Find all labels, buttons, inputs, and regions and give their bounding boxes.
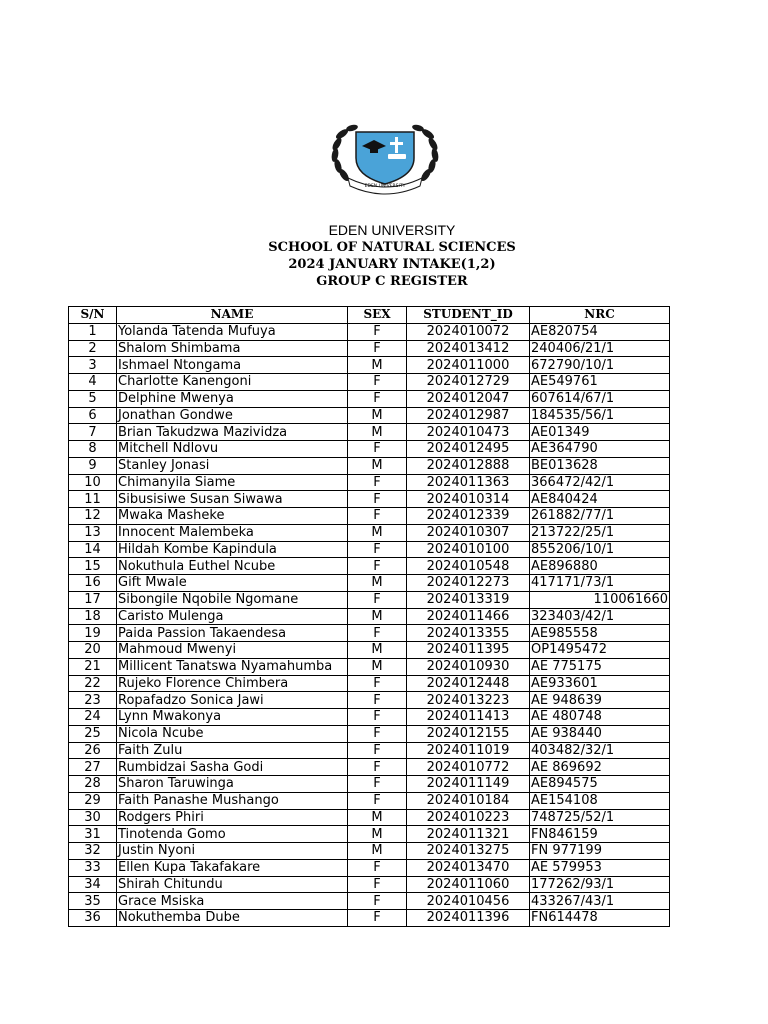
university-logo bbox=[330, 118, 440, 196]
cell-name: Mitchell Ndlovu bbox=[117, 441, 348, 458]
cell-nrc: 403482/32/1 bbox=[530, 742, 670, 759]
table-row bbox=[69, 625, 670, 642]
cell-nrc: AE 938440 bbox=[530, 725, 670, 742]
cell-name: Rujeko Florence Chimbera bbox=[117, 675, 348, 692]
table-row bbox=[69, 340, 670, 357]
cell-sex: F bbox=[348, 725, 407, 742]
cell-name: Rodgers Phiri bbox=[117, 809, 348, 826]
table-row bbox=[69, 859, 670, 876]
cell-name: Faith Zulu bbox=[117, 742, 348, 759]
cell-student-id: 2024010473 bbox=[407, 424, 530, 441]
cell-student-id: 2024011000 bbox=[407, 357, 530, 374]
cell-student-id: 2024011396 bbox=[407, 910, 530, 927]
cell-sn: 32 bbox=[69, 843, 117, 860]
col-header-name: NAME bbox=[117, 307, 348, 324]
table-row bbox=[69, 374, 670, 391]
cell-nrc: 184535/56/1 bbox=[530, 407, 670, 424]
cell-name: Faith Panashe Mushango bbox=[117, 792, 348, 809]
cell-sex: M bbox=[348, 457, 407, 474]
table-row bbox=[69, 441, 670, 458]
table-row bbox=[69, 725, 670, 742]
cell-name: Lynn Mwakonya bbox=[117, 709, 348, 726]
cell-name: Mwaka Masheke bbox=[117, 508, 348, 525]
cell-student-id: 2024013355 bbox=[407, 625, 530, 642]
cell-student-id: 2024013412 bbox=[407, 340, 530, 357]
cell-name: Gift Mwale bbox=[117, 575, 348, 592]
cell-nrc: BE013628 bbox=[530, 457, 670, 474]
table-row bbox=[69, 407, 670, 424]
register-table bbox=[68, 306, 670, 927]
cell-nrc: AE 480748 bbox=[530, 709, 670, 726]
cell-student-id: 2024010930 bbox=[407, 658, 530, 675]
cell-student-id: 2024010184 bbox=[407, 792, 530, 809]
col-header-student-id: STUDENT_ID bbox=[407, 307, 530, 324]
cell-name: Innocent Malembeka bbox=[117, 524, 348, 541]
cell-sn: 1 bbox=[69, 323, 117, 340]
cell-sex: F bbox=[348, 474, 407, 491]
table-row bbox=[69, 508, 670, 525]
wreath-left bbox=[331, 124, 359, 183]
cell-student-id: 2024012047 bbox=[407, 390, 530, 407]
cell-name: Stanley Jonasi bbox=[117, 457, 348, 474]
cell-sn: 35 bbox=[69, 893, 117, 910]
table-row bbox=[69, 541, 670, 558]
cell-sex: F bbox=[348, 625, 407, 642]
cell-nrc: AE985558 bbox=[530, 625, 670, 642]
cell-nrc: AE 869692 bbox=[530, 759, 670, 776]
cell-name: Tinotenda Gomo bbox=[117, 826, 348, 843]
cell-name: Shirah Chitundu bbox=[117, 876, 348, 893]
table-row bbox=[69, 742, 670, 759]
cell-name: Delphine Mwenya bbox=[117, 390, 348, 407]
cell-student-id: 2024012888 bbox=[407, 457, 530, 474]
cell-sex: F bbox=[348, 692, 407, 709]
cell-sex: F bbox=[348, 323, 407, 340]
cell-sn: 3 bbox=[69, 357, 117, 374]
cell-student-id: 2024011149 bbox=[407, 776, 530, 793]
table-row bbox=[69, 692, 670, 709]
cell-sn: 14 bbox=[69, 541, 117, 558]
cell-sex: F bbox=[348, 508, 407, 525]
cell-student-id: 2024010100 bbox=[407, 541, 530, 558]
cell-sn: 36 bbox=[69, 910, 117, 927]
cell-student-id: 2024012495 bbox=[407, 441, 530, 458]
cell-sn: 5 bbox=[69, 390, 117, 407]
table-row bbox=[69, 608, 670, 625]
cell-nrc: AE933601 bbox=[530, 675, 670, 692]
table-row bbox=[69, 792, 670, 809]
cell-student-id: 2024011321 bbox=[407, 826, 530, 843]
register-title: GROUP C REGISTER bbox=[316, 274, 468, 289]
cell-name: Sibusisiwe Susan Siwawa bbox=[117, 491, 348, 508]
university-name: EDEN UNIVERSITY bbox=[328, 222, 456, 238]
table-row bbox=[69, 843, 670, 860]
cell-nrc: FN 977199 bbox=[530, 843, 670, 860]
cell-student-id: 2024010456 bbox=[407, 893, 530, 910]
cell-nrc: AE 775175 bbox=[530, 658, 670, 675]
cell-nrc: AE820754 bbox=[530, 323, 670, 340]
cell-sn: 20 bbox=[69, 642, 117, 659]
cell-nrc: 240406/21/1 bbox=[530, 340, 670, 357]
table-row bbox=[69, 390, 670, 407]
table-row bbox=[69, 474, 670, 491]
cell-nrc: 433267/43/1 bbox=[530, 893, 670, 910]
cell-student-id: 2024012339 bbox=[407, 508, 530, 525]
cell-nrc: AE894575 bbox=[530, 776, 670, 793]
cell-sn: 18 bbox=[69, 608, 117, 625]
cell-name: Nokuthemba Dube bbox=[117, 910, 348, 927]
cell-sex: F bbox=[348, 541, 407, 558]
cell-sn: 15 bbox=[69, 558, 117, 575]
cell-student-id: 2024013223 bbox=[407, 692, 530, 709]
cell-sex: F bbox=[348, 558, 407, 575]
cell-nrc: AE01349 bbox=[530, 424, 670, 441]
cell-name: Grace Msiska bbox=[117, 893, 348, 910]
table-row bbox=[69, 575, 670, 592]
cell-nrc: AE154108 bbox=[530, 792, 670, 809]
cell-sn: 7 bbox=[69, 424, 117, 441]
cell-sn: 10 bbox=[69, 474, 117, 491]
cell-sex: M bbox=[348, 424, 407, 441]
table-row bbox=[69, 893, 670, 910]
cell-name: Chimanyila Siame bbox=[117, 474, 348, 491]
cell-sex: F bbox=[348, 776, 407, 793]
cell-student-id: 2024010548 bbox=[407, 558, 530, 575]
cell-student-id: 2024010314 bbox=[407, 491, 530, 508]
cell-sex: F bbox=[348, 441, 407, 458]
cell-sn: 24 bbox=[69, 709, 117, 726]
cell-name: Justin Nyoni bbox=[117, 843, 348, 860]
table-row bbox=[69, 759, 670, 776]
cell-student-id: 2024011466 bbox=[407, 608, 530, 625]
cell-name: Shalom Shimbama bbox=[117, 340, 348, 357]
table-row bbox=[69, 709, 670, 726]
cell-sex: M bbox=[348, 843, 407, 860]
cell-sn: 9 bbox=[69, 457, 117, 474]
table-row bbox=[69, 876, 670, 893]
cell-name: Ellen Kupa Takafakare bbox=[117, 859, 348, 876]
cell-nrc: FN846159 bbox=[530, 826, 670, 843]
cell-name: Rumbidzai Sasha Godi bbox=[117, 759, 348, 776]
cell-name: Jonathan Gondwe bbox=[117, 407, 348, 424]
cell-nrc: 177262/93/1 bbox=[530, 876, 670, 893]
table-row bbox=[69, 826, 670, 843]
cell-sn: 33 bbox=[69, 859, 117, 876]
cell-name: Hildah Kombe Kapindula bbox=[117, 541, 348, 558]
cell-nrc: 213722/25/1 bbox=[530, 524, 670, 541]
cell-sex: F bbox=[348, 792, 407, 809]
table-row bbox=[69, 457, 670, 474]
cell-sn: 34 bbox=[69, 876, 117, 893]
cell-sn: 30 bbox=[69, 809, 117, 826]
cell-nrc: 417171/73/1 bbox=[530, 575, 670, 592]
cell-nrc: 607614/67/1 bbox=[530, 390, 670, 407]
cell-nrc: AE364790 bbox=[530, 441, 670, 458]
table-row bbox=[69, 591, 670, 608]
cell-sn: 16 bbox=[69, 575, 117, 592]
cell-nrc: AE840424 bbox=[530, 491, 670, 508]
header-row bbox=[69, 307, 670, 324]
cell-sn: 25 bbox=[69, 725, 117, 742]
cell-sn: 4 bbox=[69, 374, 117, 391]
cell-student-id: 2024012987 bbox=[407, 407, 530, 424]
cell-student-id: 2024010072 bbox=[407, 323, 530, 340]
cell-sex: M bbox=[348, 575, 407, 592]
cell-student-id: 2024011019 bbox=[407, 742, 530, 759]
cell-sex: F bbox=[348, 675, 407, 692]
cell-student-id: 2024013275 bbox=[407, 843, 530, 860]
cell-student-id: 2024011060 bbox=[407, 876, 530, 893]
cell-sex: M bbox=[348, 642, 407, 659]
cell-name: Caristo Mulenga bbox=[117, 608, 348, 625]
cell-sex: F bbox=[348, 742, 407, 759]
cell-nrc: 855206/10/1 bbox=[530, 541, 670, 558]
cell-sn: 6 bbox=[69, 407, 117, 424]
cell-nrc: 748725/52/1 bbox=[530, 809, 670, 826]
cell-nrc: AE896880 bbox=[530, 558, 670, 575]
cell-sex: M bbox=[348, 608, 407, 625]
cell-nrc: 110061660 bbox=[530, 591, 670, 608]
cell-sn: 23 bbox=[69, 692, 117, 709]
cell-student-id: 2024010223 bbox=[407, 809, 530, 826]
cell-sn: 12 bbox=[69, 508, 117, 525]
cell-student-id: 2024010772 bbox=[407, 759, 530, 776]
cell-sex: M bbox=[348, 524, 407, 541]
cell-nrc: AE549761 bbox=[530, 374, 670, 391]
cell-sex: M bbox=[348, 407, 407, 424]
cell-sex: M bbox=[348, 809, 407, 826]
cell-name: Paida Passion Takaendesa bbox=[117, 625, 348, 642]
cell-name: Nokuthula Euthel Ncube bbox=[117, 558, 348, 575]
cell-sex: F bbox=[348, 876, 407, 893]
cell-student-id: 2024010307 bbox=[407, 524, 530, 541]
cell-sex: F bbox=[348, 910, 407, 927]
cell-sn: 28 bbox=[69, 776, 117, 793]
intake-title: 2024 JANUARY INTAKE(1,2) bbox=[288, 257, 496, 272]
table-row bbox=[69, 675, 670, 692]
cell-sn: 22 bbox=[69, 675, 117, 692]
cell-student-id: 2024012729 bbox=[407, 374, 530, 391]
table-row bbox=[69, 491, 670, 508]
cell-name: Sibongile Nqobile Ngomane bbox=[117, 591, 348, 608]
cell-sex: M bbox=[348, 826, 407, 843]
cell-sex: F bbox=[348, 390, 407, 407]
cell-sex: F bbox=[348, 709, 407, 726]
cell-nrc: OP1495472 bbox=[530, 642, 670, 659]
cell-name: Brian Takudzwa Mazividza bbox=[117, 424, 348, 441]
cell-name: Ishmael Ntongama bbox=[117, 357, 348, 374]
table-row bbox=[69, 323, 670, 340]
cell-sn: 13 bbox=[69, 524, 117, 541]
table-row bbox=[69, 658, 670, 675]
cell-nrc: 672790/10/1 bbox=[530, 357, 670, 374]
cell-sn: 31 bbox=[69, 826, 117, 843]
cell-student-id: 2024011395 bbox=[407, 642, 530, 659]
cell-sn: 17 bbox=[69, 591, 117, 608]
col-header-nrc: NRC bbox=[530, 307, 670, 324]
cell-sn: 27 bbox=[69, 759, 117, 776]
logo-banner-text: EDEN UNIVERSITY bbox=[364, 184, 406, 189]
cell-student-id: 2024011363 bbox=[407, 474, 530, 491]
cell-name: Nicola Ncube bbox=[117, 725, 348, 742]
cell-sex: F bbox=[348, 859, 407, 876]
cell-student-id: 2024013319 bbox=[407, 591, 530, 608]
cell-sn: 29 bbox=[69, 792, 117, 809]
cell-nrc: 261882/77/1 bbox=[530, 508, 670, 525]
col-header-sn: S/N bbox=[69, 307, 117, 324]
cell-name: Mahmoud Mwenyi bbox=[117, 642, 348, 659]
table-row bbox=[69, 642, 670, 659]
cell-nrc: AE 948639 bbox=[530, 692, 670, 709]
cell-sn: 21 bbox=[69, 658, 117, 675]
cell-sex: F bbox=[348, 759, 407, 776]
table-row bbox=[69, 910, 670, 927]
cell-sex: F bbox=[348, 374, 407, 391]
table-row bbox=[69, 776, 670, 793]
table-row bbox=[69, 424, 670, 441]
cell-name: Sharon Taruwinga bbox=[117, 776, 348, 793]
cell-nrc: FN614478 bbox=[530, 910, 670, 927]
cell-nrc: AE 579953 bbox=[530, 859, 670, 876]
table-row bbox=[69, 357, 670, 374]
cell-sex: F bbox=[348, 591, 407, 608]
cell-sex: M bbox=[348, 658, 407, 675]
table-row bbox=[69, 558, 670, 575]
school-name: SCHOOL OF NATURAL SCIENCES bbox=[268, 240, 516, 255]
register-body bbox=[69, 323, 670, 926]
cell-sex: M bbox=[348, 357, 407, 374]
cell-sn: 8 bbox=[69, 441, 117, 458]
cell-name: Millicent Tanatswa Nyamahumba bbox=[117, 658, 348, 675]
cell-student-id: 2024012155 bbox=[407, 725, 530, 742]
cell-student-id: 2024013470 bbox=[407, 859, 530, 876]
col-header-sex: SEX bbox=[348, 307, 407, 324]
cell-sn: 2 bbox=[69, 340, 117, 357]
cell-nrc: 323403/42/1 bbox=[530, 608, 670, 625]
cell-sn: 19 bbox=[69, 625, 117, 642]
cell-name: Charlotte Kanengoni bbox=[117, 374, 348, 391]
cell-sex: F bbox=[348, 340, 407, 357]
cell-sn: 11 bbox=[69, 491, 117, 508]
cell-student-id: 2024012448 bbox=[407, 675, 530, 692]
cell-nrc: 366472/42/1 bbox=[530, 474, 670, 491]
cell-sn: 26 bbox=[69, 742, 117, 759]
cell-sex: F bbox=[348, 893, 407, 910]
cell-student-id: 2024011413 bbox=[407, 709, 530, 726]
cell-name: Yolanda Tatenda Mufuya bbox=[117, 323, 348, 340]
wreath-right bbox=[411, 124, 439, 183]
cell-student-id: 2024012273 bbox=[407, 575, 530, 592]
table-row bbox=[69, 524, 670, 541]
cell-name: Ropafadzo Sonica Jawi bbox=[117, 692, 348, 709]
cell-sex: F bbox=[348, 491, 407, 508]
table-row bbox=[69, 809, 670, 826]
